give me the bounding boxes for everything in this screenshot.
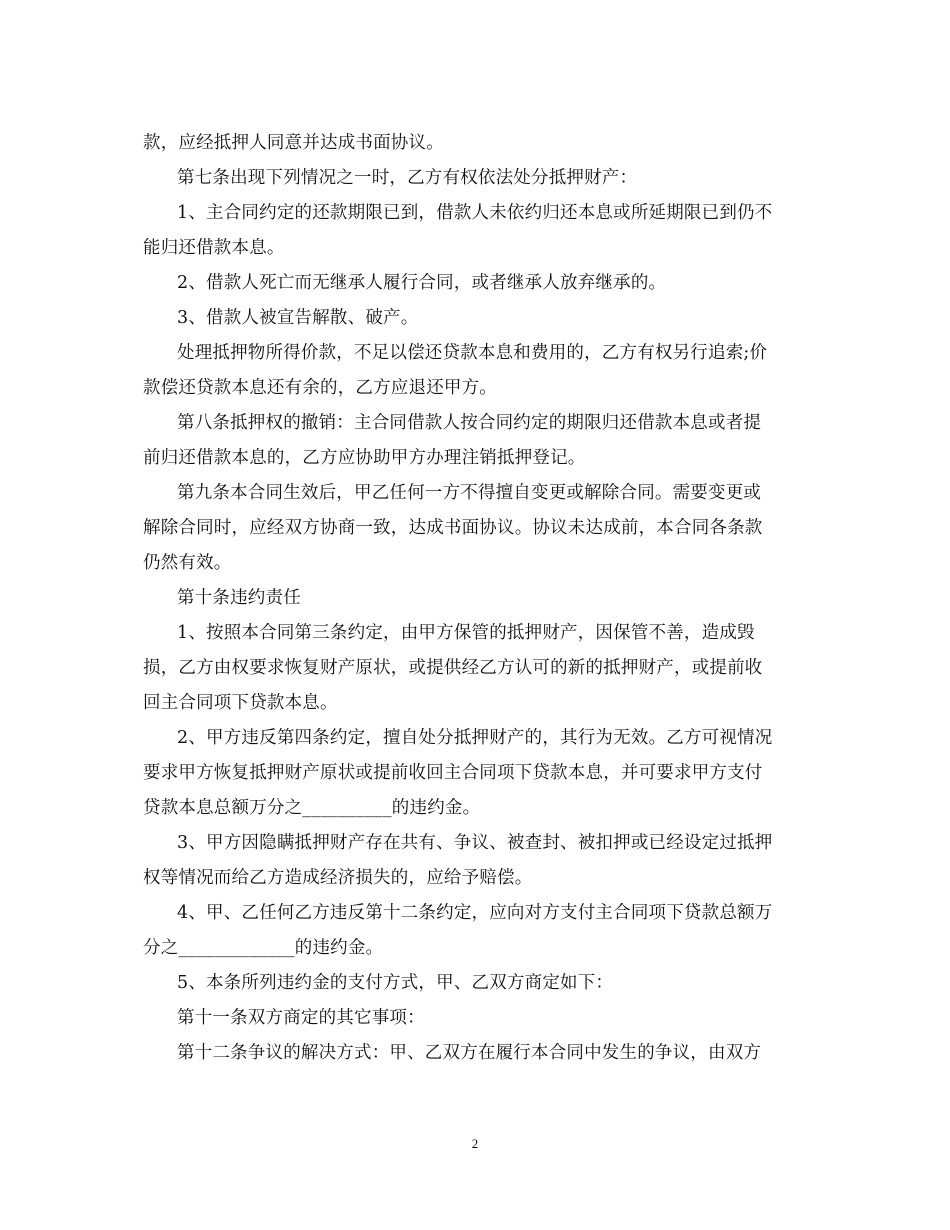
text-line: 1、按照本合同第三条约定，由甲方保管的抵押财产，因保管不善，造成毁 [177, 623, 755, 643]
text-line: 1、主合同约定的还款期限已到，借款人未依约归还本息或所延期限已到仍不 [177, 203, 773, 223]
text-line: 处理抵押物所得价款，不足以偿还贷款本息和费用的，乙方有权另行追索;价 [177, 343, 768, 363]
text-line: 仍然有效。 [143, 553, 232, 573]
text-line: 权等情况而给乙方造成经济损失的，应给予赔偿。 [143, 868, 533, 888]
text-line: 解除合同时，应经双方协商一致，达成书面协议。协议未达成前，本合同各条款 [143, 518, 763, 538]
text-line: 2、借款人死亡而无继承人履行合同，或者继承人放弃继承的。 [177, 273, 667, 293]
text-line: 款，应经抵押人同意并达成书面协议。 [143, 133, 444, 153]
text-line: 款偿还贷款本息还有余的，乙方应退还甲方。 [143, 378, 497, 398]
text-line: 3、甲方因隐瞒抵押财产存在共有、争议、被查封、被扣押或已经设定过抵押 [177, 833, 773, 853]
text-line: 第八条抵押权的撤销：主合同借款人按合同约定的期限归还借款本息或者提 [177, 413, 762, 433]
page-number: 2 [471, 1136, 479, 1151]
text-line: 要求甲方恢复抵押财产原状或提前收回主合同项下贷款本息，并可要求甲方支付 [143, 763, 763, 783]
text-line: 2、甲方违反第四条约定，擅自处分抵押财产的，其行为无效。乙方可视情况 [177, 728, 773, 748]
text-line: 前归还借款本息的，乙方应协助甲方办理注销抵押登记。 [143, 448, 586, 468]
text-line: 3、借款人被宣告解散、破产。 [177, 308, 419, 328]
text-line: 4、甲、乙任何乙方违反第十二条约定，应向对方支付主合同项下贷款总额万 [177, 903, 773, 923]
text-line: 第九条本合同生效后，甲乙任何一方不得擅自变更或解除合同。需要变更或 [177, 483, 762, 503]
section-heading: 第十条违约责任 [177, 588, 301, 608]
text-line: 第十二条争议的解决方式：甲、乙双方在履行本合同中发生的争议，由双方 [177, 1043, 762, 1063]
text-line: 贷款本息总额万分之__________的违约金。 [143, 798, 481, 818]
text-line: 第七条出现下列情况之一时，乙方有权依法处分抵押财产： [177, 168, 638, 188]
text-line: 损，乙方由权要求恢复财产原状，或提供经乙方认可的新的抵押财产，或提前收 [143, 658, 763, 678]
text-line: 回主合同项下贷款本息。 [143, 693, 338, 713]
text-line: 分之_____________的违约金。 [143, 938, 384, 958]
text-line: 能归还借款本息。 [143, 238, 285, 258]
document-body [143, 126, 807, 1071]
text-line: 第十一条双方商定的其它事项： [177, 1008, 425, 1028]
text-line: 5、本条所列违约金的支付方式，甲、乙双方商定如下： [177, 973, 614, 993]
